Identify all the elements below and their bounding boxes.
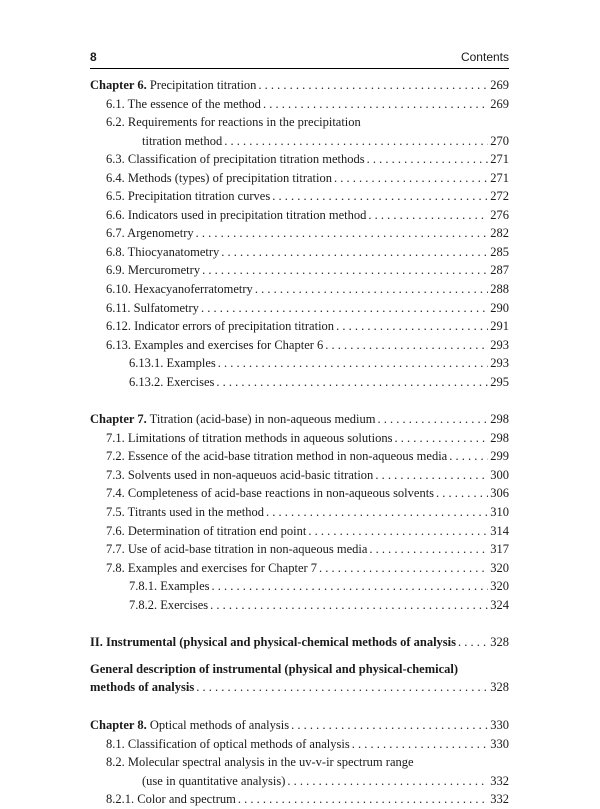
entry-title: 6.13.2. Exercises: [129, 374, 215, 389]
entry-title: 7.7. Use of acid-base titration in non-aqueous media: [106, 542, 368, 557]
entry-title: 6.7. Argenometry: [106, 226, 194, 241]
page-ref: 293: [490, 337, 509, 352]
leader-dots: [201, 299, 488, 318]
leader-dots: [449, 447, 488, 466]
page-ref: 328: [490, 680, 509, 695]
page-ref: 291: [490, 319, 509, 334]
leader-dots: [255, 280, 488, 299]
page-ref: 298: [490, 412, 509, 427]
toc-entry[interactable]: [90, 132, 509, 151]
entry-title: 7.6. Determination of titration end point: [106, 523, 307, 538]
entry-title: 6.6. Indicators used in precipitation titration method: [106, 207, 367, 222]
leader-dots: [308, 522, 488, 541]
toc-chapter-6[interactable]: [90, 76, 509, 95]
entry-title: 7.8.1. Examples: [129, 579, 210, 594]
toc-entry[interactable]: [90, 280, 509, 299]
leader-dots: [287, 772, 488, 791]
toc-entry[interactable]: [90, 484, 509, 503]
leader-dots: [196, 678, 488, 697]
toc-entry[interactable]: [90, 735, 509, 754]
page-ref: 269: [490, 78, 509, 92]
leader-dots: [216, 373, 488, 392]
leader-dots: [238, 790, 488, 809]
leader-dots: [436, 484, 488, 503]
entry-title: 6.9. Mercurometry: [106, 263, 201, 278]
page-ref: 330: [490, 736, 509, 751]
page-ref: 328: [490, 635, 509, 650]
toc-entry[interactable]: [90, 429, 509, 448]
toc-entry[interactable]: [90, 224, 509, 243]
toc-subentry[interactable]: [90, 354, 509, 373]
leader-dots: [210, 596, 488, 615]
entry-title: 7.4. Completeness of acid-base reactions in non-aqueous solvents: [106, 486, 435, 501]
entry-title-line2: titration method: [142, 133, 223, 148]
leader-dots: [319, 559, 488, 578]
toc-entry[interactable]: [90, 772, 509, 791]
chapter-title: Titration (acid-base) in non-aqueous medium: [146, 412, 376, 427]
page-ref: 306: [490, 486, 509, 501]
toc-entry[interactable]: [90, 559, 509, 578]
leader-dots: [325, 336, 488, 355]
leader-dots: [221, 243, 488, 262]
page-ref: 320: [490, 560, 509, 575]
entry-title: 6.13.1. Examples: [129, 356, 216, 371]
toc-part-2[interactable]: [90, 633, 509, 652]
leader-dots: [334, 169, 488, 188]
leader-dots: [352, 735, 489, 754]
running-section-title: Contents: [460, 50, 509, 64]
page-ref: 314: [490, 523, 509, 538]
entry-title: 6.4. Methods (types) of precipitation titration: [106, 170, 332, 185]
leader-dots: [224, 132, 488, 151]
toc-subentry[interactable]: [90, 596, 509, 615]
page-ref: 276: [490, 207, 509, 222]
page-ref: 300: [490, 467, 509, 482]
chapter-label: Chapter 6.: [90, 78, 147, 92]
page-ref: 293: [490, 356, 509, 371]
page-ref: 288: [490, 282, 509, 297]
page-ref: 299: [490, 449, 509, 464]
toc-entry[interactable]: [90, 317, 509, 336]
leader-dots: [202, 261, 488, 280]
leader-dots: [272, 187, 488, 206]
leader-dots: [263, 95, 488, 114]
page-ref: 271: [490, 152, 509, 167]
page-ref: 290: [490, 300, 509, 315]
toc-entry[interactable]: [90, 299, 509, 318]
entry-title: 6.13. Examples and exercises for Chapter 6: [106, 337, 324, 352]
entry-title: 7.8.2. Exercises: [129, 597, 209, 612]
table-of-contents: [90, 76, 509, 809]
page-ref: 330: [490, 717, 509, 732]
chapter-title: Precipitation titration: [146, 78, 257, 92]
entry-title: 7.5. Titrants used in the method: [106, 505, 264, 520]
chapter-label: Chapter 8.: [90, 717, 147, 732]
page-ref: 287: [490, 263, 509, 278]
chapter-label: Chapter 7.: [90, 412, 147, 427]
chapter-title: Optical methods of analysis: [146, 717, 290, 732]
toc-entry[interactable]: [90, 540, 509, 559]
toc-entry[interactable]: [90, 187, 509, 206]
entry-title: 6.8. Thiocyanatometry: [106, 244, 220, 259]
header-rule: [90, 68, 509, 69]
page-ref: 324: [490, 597, 509, 612]
toc-subentry[interactable]: [90, 577, 509, 596]
running-header: [90, 50, 509, 64]
toc-entry[interactable]: [90, 261, 509, 280]
toc-entry[interactable]: [90, 95, 509, 114]
page-number: 8: [90, 50, 97, 64]
leader-dots: [394, 429, 488, 448]
page-ref: 317: [490, 542, 509, 557]
page-ref: 285: [490, 244, 509, 259]
part-title: II. Instrumental (physical and physical-chemical methods of analysis: [90, 635, 457, 650]
toc-entry[interactable]: [90, 243, 509, 262]
leader-dots: [258, 76, 488, 95]
leader-dots: [367, 150, 489, 169]
leader-dots: [291, 716, 488, 735]
leader-dots: [458, 633, 488, 652]
toc-entry[interactable]: [90, 150, 509, 169]
toc-general[interactable]: [90, 678, 509, 697]
general-title-line1[interactable]: General description of instrumental (physical and physical-chemical): [90, 661, 459, 676]
leader-dots: [375, 466, 488, 485]
entry-title-line2: (use in quantitative analysis): [142, 773, 286, 788]
page-ref: 282: [490, 226, 509, 241]
page-ref: 332: [490, 792, 509, 807]
toc-entry[interactable]: [90, 466, 509, 485]
toc-entry[interactable]: [90, 206, 509, 225]
toc-chapter-8[interactable]: [90, 716, 509, 735]
entry-title: 6.10. Hexacyanoferratometry: [106, 282, 253, 297]
toc-entry[interactable]: [90, 169, 509, 188]
toc-subentry[interactable]: [90, 790, 509, 809]
page-ref: 270: [490, 133, 509, 148]
general-title-line2: methods of analysis: [90, 680, 195, 695]
entry-title: 8.1. Classification of optical methods of analysis: [106, 736, 350, 751]
entry-title-line1[interactable]: 6.2. Requirements for reactions in the precipitation: [106, 115, 361, 130]
leader-dots: [196, 224, 489, 243]
page-ref: 298: [490, 430, 509, 445]
page-ref: 272: [490, 189, 509, 204]
entry-title: 8.2.1. Color and spectrum: [106, 792, 236, 807]
leader-dots: [369, 540, 488, 559]
entry-title: 7.2. Essence of the acid-base titration method in non-aqueous media: [106, 449, 448, 464]
page-ref: 320: [490, 579, 509, 594]
entry-title: 7.8. Examples and exercises for Chapter 7: [106, 560, 318, 575]
entry-title: 7.1. Limitations of titration methods in aqueous solutions: [106, 430, 393, 445]
toc-subentry[interactable]: [90, 373, 509, 392]
toc-chapter-7[interactable]: [90, 410, 509, 429]
entry-title-line1[interactable]: 8.2. Molecular spectral analysis in the uv-v-ir spectrum range: [106, 755, 414, 770]
page-ref: 332: [490, 773, 509, 788]
leader-dots: [218, 354, 488, 373]
leader-dots: [336, 317, 488, 336]
entry-title: 6.5. Precipitation titration curves: [106, 189, 271, 204]
page-ref: 310: [490, 505, 509, 520]
toc-entry[interactable]: [90, 336, 509, 355]
toc-entry[interactable]: [90, 447, 509, 466]
leader-dots: [378, 410, 489, 429]
toc-entry[interactable]: [90, 522, 509, 541]
leader-dots: [212, 577, 489, 596]
entry-title: 6.12. Indicator errors of precipitation titration: [106, 319, 335, 334]
leader-dots: [266, 503, 488, 522]
entry-title: 6.1. The essence of the method: [106, 96, 261, 111]
page-ref: 269: [490, 96, 509, 111]
entry-title: 6.11. Sulfatometry: [106, 300, 199, 315]
page-ref: 295: [490, 374, 509, 389]
toc-entry[interactable]: [90, 503, 509, 522]
entry-title: 7.3. Solvents used in non-aqueuos acid-basic titration: [106, 467, 374, 482]
entry-title: 6.3. Classification of precipitation titration methods: [106, 152, 365, 167]
leader-dots: [368, 206, 488, 225]
page-ref: 271: [490, 170, 509, 185]
